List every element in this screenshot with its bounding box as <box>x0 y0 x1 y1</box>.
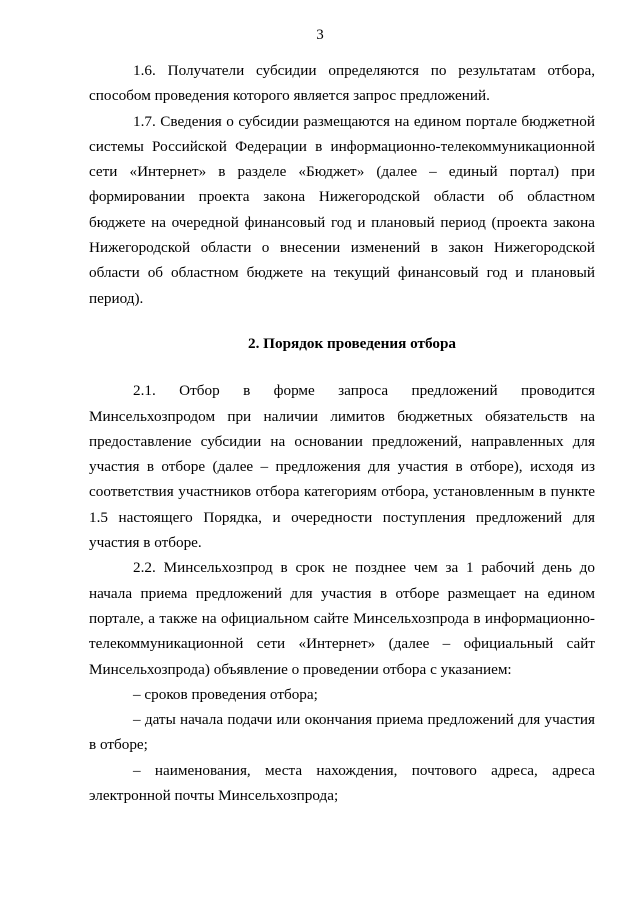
section-heading: 2. Порядок проведения отбора <box>247 334 457 352</box>
paragraph-1-6: 1.6. Получатели субсидии определяются по результатам отбора, способом проведения которого является запрос предложений. <box>89 62 595 105</box>
document-body <box>89 58 595 808</box>
page-number: 3 <box>316 27 324 43</box>
list-item: – сроков проведения отбора; <box>133 685 318 703</box>
paragraph-2-2: 2.2. Минсельхозпрод в срок не позднее чем за 1 рабочий день до начала приема предложений для участия в отборе размещает на едином портале, а также на официальном сайте Минсельхозпрода в информационно-телекоммуникационной сети «Интернет» (далее – официальный сайт Минсельхозпрода) объявление о проведении отбора с указанием: <box>89 559 595 678</box>
list-item: – даты начала подачи или окончания приема предложений для участия в отборе; <box>89 711 595 754</box>
paragraph-2-1: 2.1. Отбор в форме запроса предложений проводится Минсельхозпродом при наличии лимитов бюджетных обязательств на предоставление субсидии на основании предложений, направленных для участия в отборе (далее – предложения для участия в отборе), исходя из соответствия участников отбора категориям отбора, установленным в пункте 1.5 настоящего Порядка, и очередности поступления предложений для участия в отборе. <box>89 382 595 552</box>
list-item: – наименования, места нахождения, почтового адреса, адреса электронной почты Минсельхозпрода; <box>89 761 595 805</box>
paragraph-1-7: 1.7. Сведения о субсидии размещаются на едином портале бюджетной системы Российской Федерации в информационно-телекоммуникационной сети «Интернет» в разделе «Бюджет» (далее – единый портал) при формировании проекта закона Нижегородской области об областном бюджете на очередной финансовый год и плановый период (проекта закона Нижегородской области о внесении изменений в закон Нижегородской области об областном бюджете на текущий финансовый год и плановый период). <box>89 112 595 307</box>
